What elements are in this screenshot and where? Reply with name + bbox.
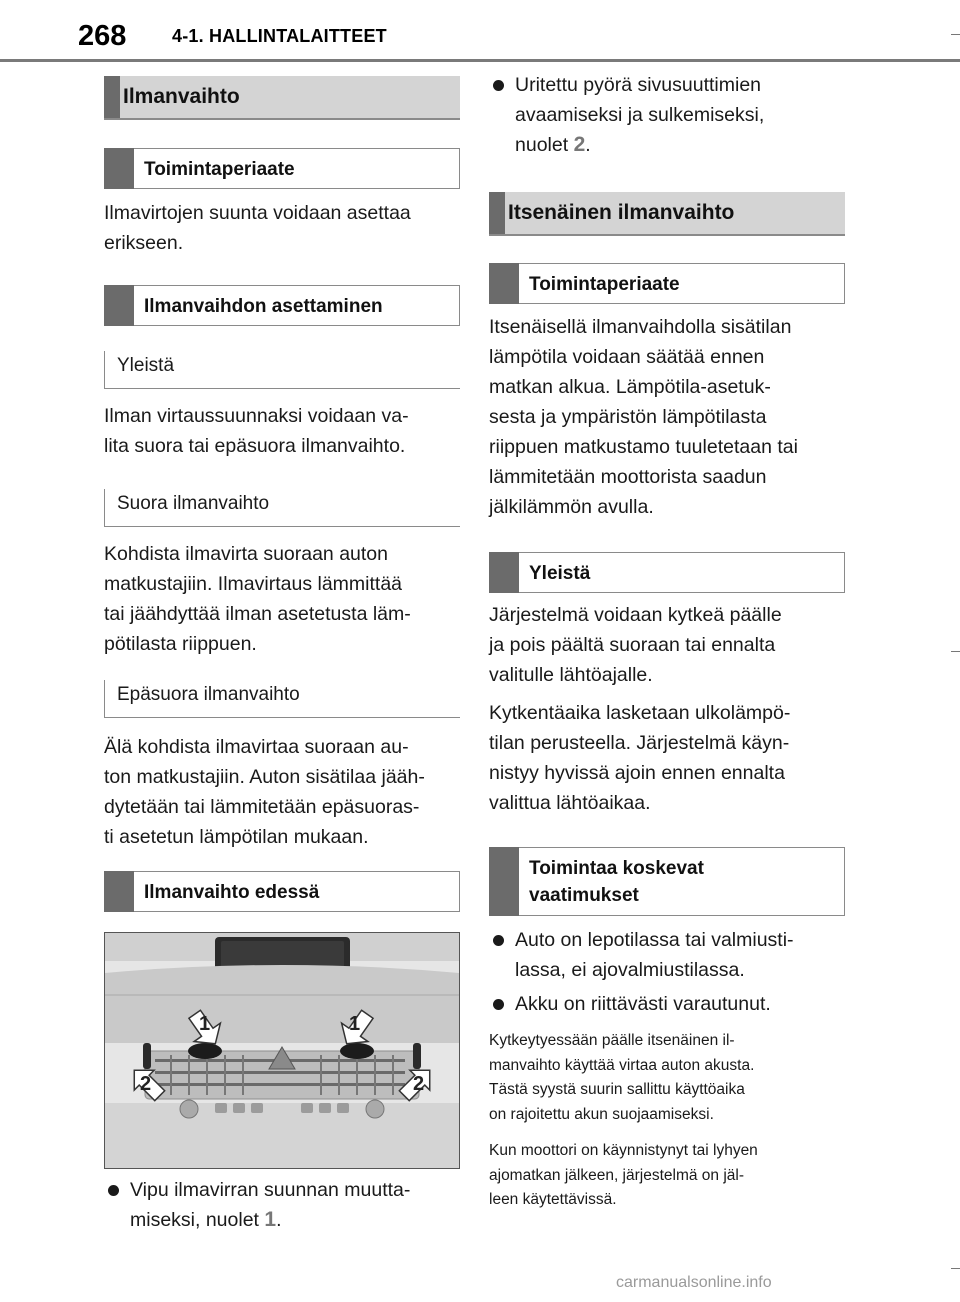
page-header [0,0,960,62]
chapter-title: 4-1. HALLINTALAITTEET [172,26,387,46]
callout-1-left: 1 [199,1013,211,1035]
subsection-heading-vaatimukset: Toimintaa koskevat vaatimukset [489,847,845,916]
section-heading-itsenainen: Itsenäinen ilmanvaihto [489,192,845,236]
minor-heading-yleista: Yleistä [104,351,460,389]
reference-number: 1 [264,1208,277,1231]
header-rule [0,59,960,62]
note-paragraph: Kun moottori on käynnistynyt tai lyhyen ajomatkan jälkeen, järjestelmä on jäl- leen käytettävissä. [489,1142,758,1208]
note-paragraph: Kytkeytyessään päälle itsenäinen il- manvaihto käyttää virtaa auton akusta. Tästä syystä suurin sallittu käyttöaika on rajoitettu akun suojaamiseksi. [489,1032,755,1123]
dashboard-illustration [105,933,459,1168]
section-heading-ilmanvaihto: Ilmanvaihto [104,76,460,120]
page-number: 268 [78,20,127,52]
crop-mark [951,651,960,652]
minor-heading-suora: Suora ilmanvaihto [104,489,460,527]
paragraph: Kohdista ilmavirta suoraan auton matkustajiin. Ilmavirtaus lämmittää tai jäähdyttää ilman asetetusta läm- pötilasta riippuen. [104,543,411,655]
callout-2-left: 2 [140,1073,152,1095]
dashboard-vents-figure [104,932,460,1169]
watermark: carmanualsonline.info [616,1274,772,1291]
paragraph: Järjestelmä voidaan kytkeä päälle ja pois päältä suoraan tai ennalta valitulle lähtöajalle. [489,604,782,686]
paragraph: Kytkentäaika lasketaan ulkolämpö- tilan perusteella. Järjestelmä käyn- nistyy hyvissä ajoin ennen ennalta valittua lähtöaikaa. [489,702,791,814]
subsection-heading-toimintaperiaate: Toimintaperiaate [489,263,845,304]
minor-heading-epasuora: Epäsuora ilmanvaihto [104,680,460,718]
callout-1-right: 1 [349,1013,361,1035]
subsection-heading-edessa: Ilmanvaihto edessä [104,871,460,912]
bullet-dot [108,1185,119,1196]
paragraph: Itsenäisellä ilmanvaihdolla sisätilan lämpötila voidaan säätää ennen matkan alkua. Lämpötila-asetuk- sesta ja ympäristön lämpötilasta riippuen matkustamo tuuletetaan tai lämmitetään moottorista saadun jälkilämmön avulla. [489,316,798,518]
paragraph: Älä kohdista ilmavirtaa suoraan au- ton matkustajiin. Auton sisätilaa jääh- dytetään tai lämmitetään epäsuoras- ti asetetun lämpötilan mukaan. [104,736,425,848]
paragraph: Ilmavirtojen suunta voidaan asettaa erikseen. [104,202,411,254]
paragraph: Ilman virtaussuunnaksi voidaan va- lita suora tai epäsuora ilmanvaihto. [104,405,409,457]
crop-mark [951,1268,960,1269]
subsection-heading-asettaminen: Ilmanvaihdon asettaminen [104,285,460,326]
subsection-heading-yleista: Yleistä [489,552,845,593]
bullet-dot [493,935,504,946]
crop-mark [951,34,960,35]
subsection-heading-toimintaperiaate: Toimintaperiaate [104,148,460,189]
bullet-dot [493,999,504,1010]
reference-number: 2 [573,133,586,156]
bullet-dot [493,80,504,91]
callout-2-right: 2 [413,1073,425,1095]
